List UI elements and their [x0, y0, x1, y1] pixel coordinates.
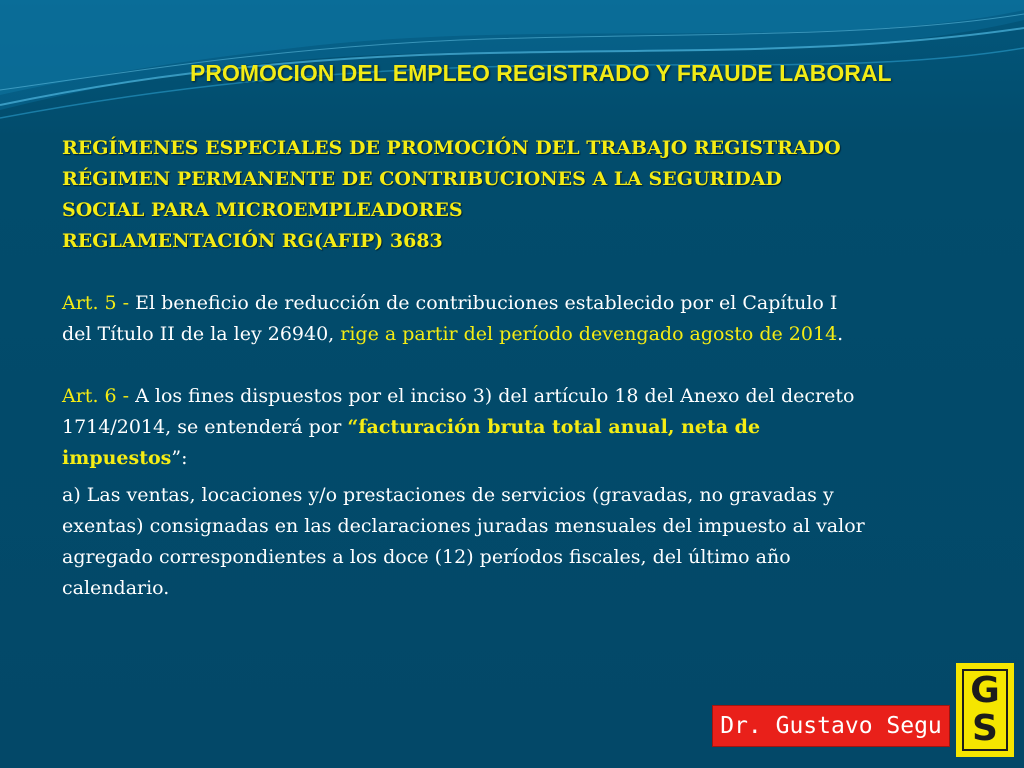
- art5-line1: [62, 288, 962, 319]
- gs-logo: [956, 663, 1014, 757]
- subtitle-regimen-line2: SOCIAL PARA MICROEMPLEADORES: [62, 199, 463, 221]
- art6-line1: [62, 381, 962, 412]
- art6-line2: [62, 412, 962, 443]
- logo-letter-g: G: [970, 670, 1000, 711]
- page-title: PROMOCION DEL EMPLEO REGISTRADO Y FRAUDE LABORAL: [190, 60, 892, 86]
- art5-label: Art. 5 -: [62, 292, 130, 314]
- slide-content: [62, 133, 962, 604]
- item-a-line1: a) Las ventas, locaciones y/o prestaciones de servicios (gravadas, no gravadas y: [62, 484, 834, 506]
- art5-end: .: [837, 323, 844, 345]
- logo-letter-s: S: [972, 708, 998, 749]
- art5-text1: El beneficio de reducción de contribuciones establecido por el Capítulo I: [129, 292, 838, 314]
- art5-text2: del Título II de la ley 26940,: [62, 323, 335, 345]
- art6-end: ”:: [171, 447, 188, 469]
- art6-label: Art. 6 -: [62, 385, 130, 407]
- art5-highlight: rige a partir del período devengado agosto de 2014: [334, 323, 838, 345]
- art6-line3: [62, 443, 962, 474]
- art5-line2: [62, 319, 962, 350]
- item-a-line3: agregado correspondientes a los doce (12) períodos fiscales, del último año: [62, 546, 791, 568]
- art6-text1: A los fines dispuestos por el inciso 3) del artículo 18 del Anexo del decreto: [129, 385, 855, 407]
- art6-highlight1: “facturación bruta total anual, neta de: [347, 416, 761, 438]
- item-a-line2: exentas) consignadas en las declaraciones juradas mensuales del impuesto al valor: [62, 515, 865, 537]
- item-a-line4: calendario.: [62, 577, 170, 599]
- subtitle-reglamentacion: REGLAMENTACIÓN RG(AFIP) 3683: [62, 230, 443, 252]
- subtitle-regimen-line1: RÉGIMEN PERMANENTE DE CONTRIBUCIONES A LA SEGURIDAD: [62, 168, 782, 190]
- art6-text2: 1714/2014, se entenderá por: [62, 416, 348, 438]
- art6-highlight2: impuestos: [62, 447, 172, 469]
- signature-badge: Dr. Gustavo Segu: [712, 705, 950, 747]
- subtitle-regimenes: REGÍMENES ESPECIALES DE PROMOCIÓN DEL TRABAJO REGISTRADO: [62, 137, 841, 159]
